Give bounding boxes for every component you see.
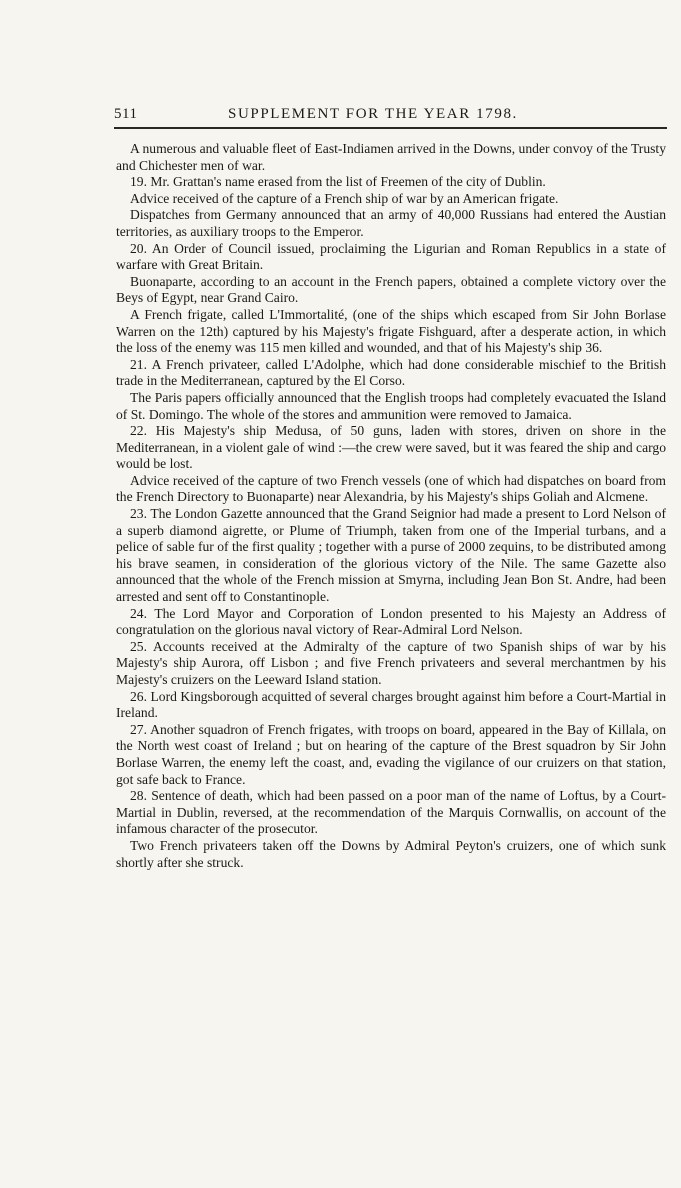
paragraph: The Paris papers officially announced that the English troops had completely evacuated the Island of St. Domingo. The whole of the stores and ammunition were removed to Jamaica. xyxy=(116,389,666,422)
paragraph: 19. Mr. Grattan's name erased from the list of Freemen of the city of Dublin. xyxy=(130,174,546,190)
paragraph: Advice received of the capture of a French ship of war by an American frigate. xyxy=(130,190,559,206)
header-rule xyxy=(114,127,667,129)
paragraph: 22. His Majesty's ship Medusa, of 50 guns, laden with stores, driven on shore in the Mediterranean, in a violent gale of wind :—the crew were saved, but it was feared the ship and cargo would be lost. xyxy=(116,423,666,472)
paragraph: 28. Sentence of death, which had been passed on a poor man of the name of Loftus, by a Court-Martial in Dublin, reversed, at the recommendation of the Marquis Cornwallis, on account of the infamous character of the prosecutor. xyxy=(116,788,666,837)
paragraph: A French frigate, called L'Immortalité, (one of the ships which escaped from Sir John Borlase Warren on the 12th) captured by his Majesty's frigate Fishguard, after a desperate action, in which the loss of the enemy was 115 men killed and wounded, and that of his Majesty's ship 36. xyxy=(116,306,666,356)
running-header xyxy=(114,100,669,130)
page-number: 511 xyxy=(114,106,138,122)
paragraph: A numerous and valuable fleet of East-Indiamen arrived in the Downs, under convoy of the Trusty and Chichester men of war. xyxy=(116,141,666,173)
paragraph: Buonaparte, according to an account in the French papers, obtained a complete victory over the Beys of Egypt, near Grand Cairo. xyxy=(116,273,666,306)
paragraph: 27. Another squadron of French frigates, with troops on board, appeared in the Bay of Killala, on the North west coast of Ireland ; but on hearing of the capture of the Brest squadron by Sir John Borlase Warren, the enemy left the coast, and, evading the vigilance of our cruizers on that station, got safe back to France. xyxy=(116,721,666,787)
paragraph: Two French privateers taken off the Downs by Admiral Peyton's cruizers, one of which sunk shortly after she struck. xyxy=(116,837,666,870)
paragraph: 25. Accounts received at the Admiralty of the capture of two Spanish ships of war by his Majesty's ship Aurora, off Lisbon ; and five French privateers and several merchantmen by his Majesty's cruizers on the Leeward Island station. xyxy=(116,638,666,687)
paragraph: 26. Lord Kingsborough acquitted of several charges brought against him before a Court-Martial in Ireland. xyxy=(116,688,666,721)
paragraph: 24. The Lord Mayor and Corporation of London presented to his Majesty an Address of congratulation on the glorious naval victory of Rear-Admiral Lord Nelson. xyxy=(116,605,666,638)
paragraph: 21. A French privateer, called L'Adolphe, which had done considerable mischief to the British trade in the Mediterranean, captured by the El Corso. xyxy=(116,356,666,389)
paragraph: Dispatches from Germany announced that an army of 40,000 Russians had entered the Austian territories, as auxiliary troops to the Emperor. xyxy=(116,207,666,239)
paragraph: 23. The London Gazette announced that the Grand Seignior had made a present to Lord Nelson of a superb diamond aigrette, or Plume of Triumph, taken from one of the Imperial turbans, and a pelice of sable fur of the first quality ; together with a purse of 2000 zequins, to be distributed among his brave seamen, in consideration of the glorious victory of the Nile. The same Gazette also announced that the whole of the French mission at Smyrna, including Jean Bon St. Andre, had been arrested and sent off to Constantinople. xyxy=(116,506,666,605)
running-title: SUPPLEMENT FOR THE YEAR 1798. xyxy=(228,106,518,122)
paragraph: Advice received of the capture of two French vessels (one of which had dispatches on board from the French Directory to Buonaparte) near Alexandria, by his Majesty's ships Goliah and Alcmene. xyxy=(116,472,666,505)
body-text xyxy=(116,141,666,871)
paragraph: 20. An Order of Council issued, proclaiming the Ligurian and Roman Republics in a state of warfare with Great Britain. xyxy=(116,240,666,273)
